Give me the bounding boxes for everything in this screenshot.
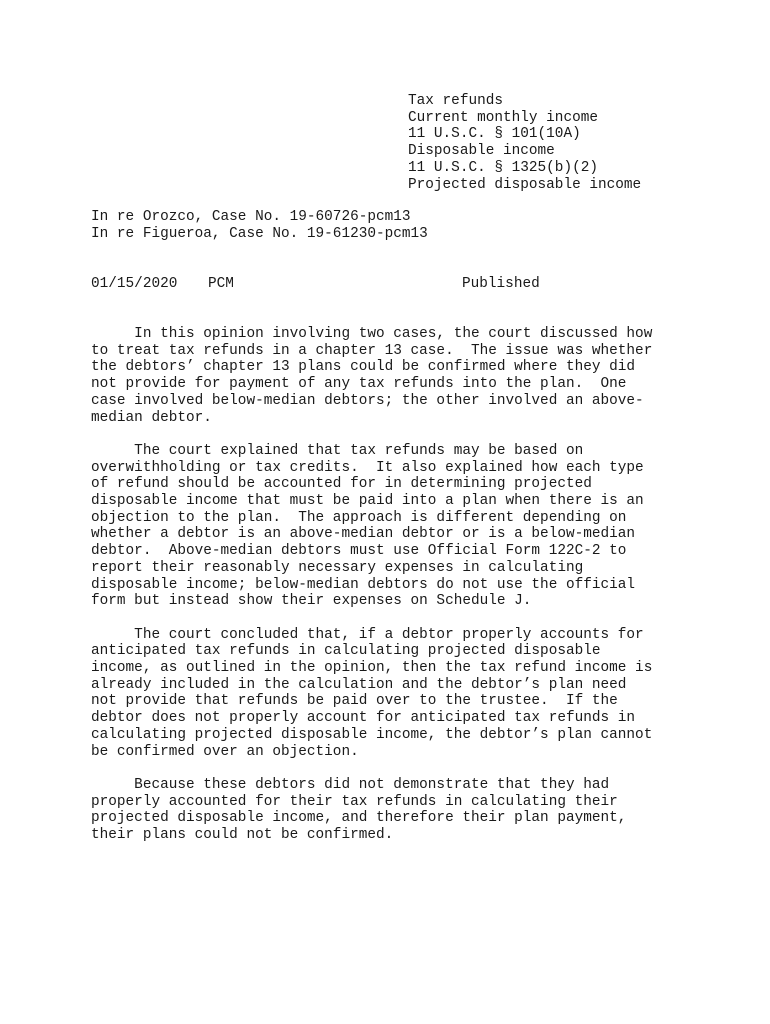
summary-paragraph-1 bbox=[91, 326, 691, 426]
text-line: be confirmed over an objection. bbox=[91, 743, 359, 760]
text-line: form but instead show their expenses on Schedule J. bbox=[91, 593, 532, 610]
summary-paragraph-4 bbox=[91, 777, 691, 844]
topic-line: Projected disposable income bbox=[408, 176, 642, 193]
text-line: overwithholding or tax credits. It also explained how each type bbox=[91, 459, 644, 476]
opinion-meta bbox=[91, 276, 691, 293]
text-line: median debtor. bbox=[91, 409, 212, 426]
topic-line: 11 U.S.C. § 1325(b)(2) bbox=[408, 159, 598, 176]
text-line: whether a debtor is an above-median debtor or is a below-median bbox=[91, 526, 636, 543]
text-line: The court explained that tax refunds may be based on bbox=[91, 442, 584, 459]
opinion-summary bbox=[91, 326, 691, 860]
text-line: already included in the calculation and the debtor’s plan need bbox=[91, 676, 627, 693]
summary-paragraph-2 bbox=[91, 443, 691, 610]
text-line: their plans could not be confirmed. bbox=[91, 827, 394, 844]
text-line: income, as outlined in the opinion, then the tax refund income is bbox=[91, 660, 653, 677]
text-line: properly accounted for their tax refunds in calculating their bbox=[91, 793, 618, 810]
topic-line: Current monthly income bbox=[408, 109, 598, 126]
text-line: not provide that refunds be paid over to the trustee. If the bbox=[91, 693, 618, 710]
topic-line: Disposable income bbox=[408, 143, 555, 160]
text-line: In this opinion involving two cases, the court discussed how bbox=[91, 326, 653, 342]
text-line: disposable income that must be paid into a plan when there is an bbox=[91, 493, 644, 510]
case-caption: In re Figueroa, Case No. 19-61230-pcm13 bbox=[91, 225, 428, 242]
text-line: The court concluded that, if a debtor properly accounts for bbox=[91, 626, 644, 643]
case-caption: In re Orozco, Case No. 19-60726-pcm13 bbox=[91, 209, 411, 225]
case-captions bbox=[91, 209, 428, 242]
text-line: debtor. Above-median debtors must use Official Form 122C-2 to bbox=[91, 543, 627, 560]
text-line: case involved below-median debtors; the other involved an above- bbox=[91, 392, 644, 409]
text-line: projected disposable income, and therefore their plan payment, bbox=[91, 810, 627, 827]
text-line: objection to the plan. The approach is different depending on bbox=[91, 509, 627, 526]
text-line: report their reasonably necessary expenses in calculating bbox=[91, 559, 584, 576]
text-line: of refund should be accounted for in determining projected bbox=[91, 476, 592, 493]
text-line: disposable income; below-median debtors do not use the official bbox=[91, 576, 636, 593]
topic-keywords bbox=[408, 93, 641, 193]
topic-line: 11 U.S.C. § 101(10A) bbox=[408, 126, 581, 143]
text-line: debtor does not properly account for anticipated tax refunds in bbox=[91, 710, 636, 727]
summary-paragraph-3 bbox=[91, 627, 691, 761]
publication-status: Published bbox=[462, 276, 540, 292]
text-line: Because these debtors did not demonstrate that they had bbox=[91, 776, 610, 793]
text-line: calculating projected disposable income, the debtor’s plan cannot bbox=[91, 726, 653, 743]
text-line: not provide for payment of any tax refunds into the plan. One bbox=[91, 376, 627, 393]
topic-line: Tax refunds bbox=[408, 93, 503, 109]
text-line: to treat tax refunds in a chapter 13 case. The issue was whether bbox=[91, 342, 653, 359]
text-line: the debtors’ chapter 13 plans could be confirmed where they did bbox=[91, 359, 636, 376]
text-line: anticipated tax refunds in calculating projected disposable bbox=[91, 643, 601, 660]
judge-initials: PCM bbox=[208, 276, 234, 292]
opinion-date: 01/15/2020 bbox=[91, 276, 178, 292]
